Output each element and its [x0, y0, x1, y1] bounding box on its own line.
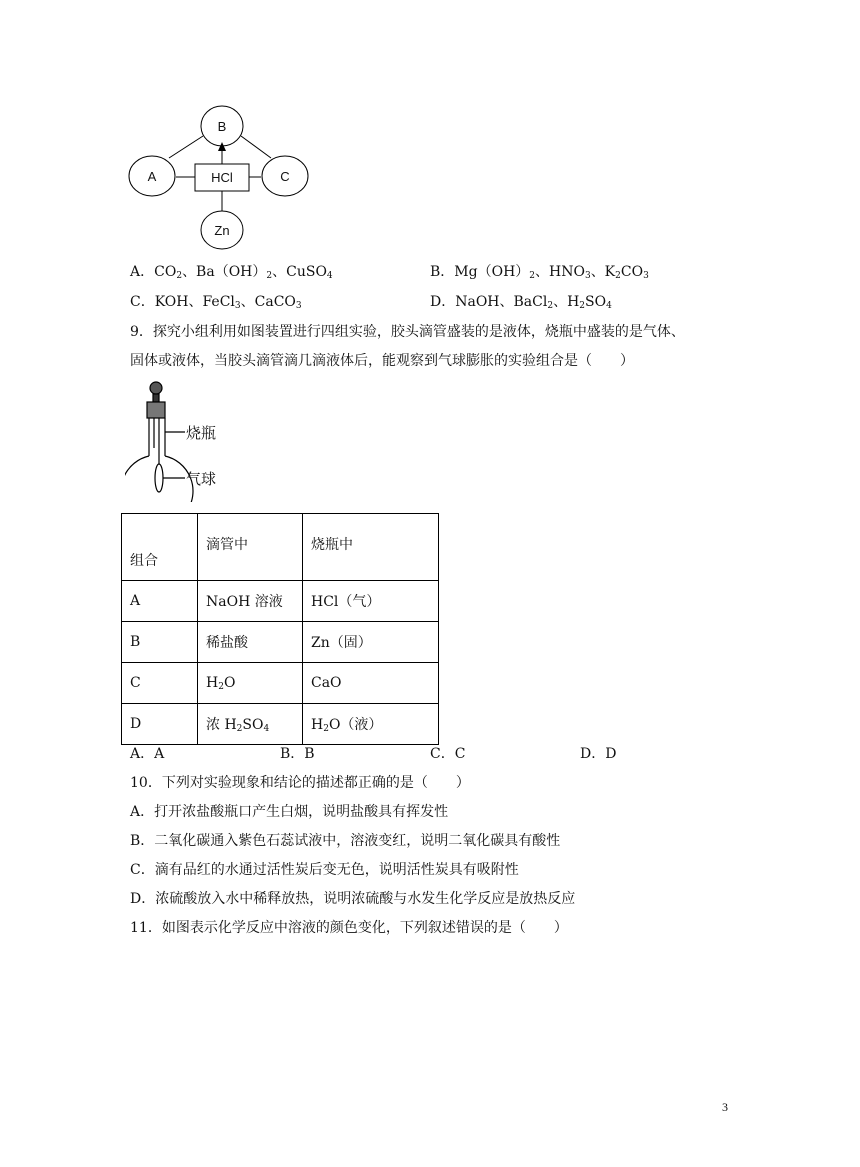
q8-option-a: A．$CO_2$、$Ba(OH)_2$、CuSO$_4$ [130, 264, 333, 281]
page-number: 3 [722, 1100, 728, 1114]
q11-stem: 11．如图表示化学反应中溶液的颜色变化，下列叙述错误的是（ ） [130, 920, 568, 936]
connector-a-b [169, 136, 203, 158]
dropper-bulb [150, 382, 162, 394]
cell-flask: Zn（固） [303, 622, 439, 663]
cell-dropper: 浓 $H_2SO_4$ [198, 704, 303, 745]
cell-flask: $H_2O$（液） [303, 704, 439, 745]
connector-b-c [241, 136, 271, 158]
node-b-label: B [217, 119, 227, 134]
hcl-label: HCl [211, 170, 233, 185]
flask-label: 烧瓶 [186, 424, 217, 442]
experiment-table [121, 513, 439, 745]
cell-flask: HCl（气） [303, 581, 439, 622]
q10-stem: 10．下列对实验现象和结论的描述都正确的是（ ） [130, 775, 470, 791]
q8-option-d: D．NaOH、BaCl$_2$、$H_2SO_4$ [430, 294, 612, 311]
cell-flask: CaO [303, 663, 439, 704]
q9-option-c: C．C [430, 746, 466, 762]
q9-option-b: B．B [280, 746, 315, 762]
reaction-diagram [125, 103, 310, 250]
q9-stem-line-1: 9．探究小组利用如图装置进行四组实验，胶头滴管盛装的是液体，烧瓶中盛装的是气体、 [130, 324, 685, 340]
q10-option-d: D．浓硫酸放入水中稀释放热，说明浓硫酸与水发生化学反应是放热反应 [130, 891, 576, 907]
apparatus-figure [125, 380, 235, 502]
table-row [122, 581, 439, 622]
header-flask: 烧瓶中 [303, 514, 439, 581]
node-c-label: C [280, 169, 290, 184]
arrowhead-to-b [218, 142, 226, 151]
q10-option-b: B．二氧化碳通入紫色石蕊试液中，溶液变红，说明二氧化碳具有酸性 [130, 833, 561, 849]
q8-option-c: C．KOH、FeCl$_3$、CaCO$_3$ [130, 294, 302, 311]
q10-option-c: C．滴有品红的水通过活性炭后变无色，说明活性炭具有吸附性 [130, 862, 519, 878]
node-zn-label: Zn [214, 223, 230, 238]
cell-dropper: NaOH 溶液 [198, 581, 303, 622]
cell-group: A [122, 581, 198, 622]
dropper-neck [153, 394, 159, 402]
balloon [155, 464, 163, 492]
cell-group: B [122, 622, 198, 663]
header-group: 组合 [122, 514, 198, 581]
cell-group: D [122, 704, 198, 745]
q10-option-a: A．打开浓盐酸瓶口产生白烟，说明盐酸具有挥发性 [130, 804, 449, 820]
table-header-row [122, 514, 439, 581]
cell-dropper: 稀盐酸 [198, 622, 303, 663]
q8-option-b: B．$Mg(OH)_2$、$HNO_3$、$K_2CO_3$ [430, 264, 649, 281]
stopper [147, 402, 165, 418]
q9-option-a: A．A [130, 746, 165, 762]
balloon-label: 气球 [186, 470, 217, 488]
cell-group: C [122, 663, 198, 704]
table-row [122, 663, 439, 704]
table-row [122, 704, 439, 745]
q9-stem-line-2: 固体或液体，当胶头滴管滴几滴液体后，能观察到气球膨胀的实验组合是（ ） [130, 353, 634, 369]
node-a-label: A [147, 169, 157, 184]
q9-option-d: D．D [580, 746, 617, 762]
table-row [122, 622, 439, 663]
header-dropper: 滴管中 [198, 514, 303, 581]
cell-dropper: $H_2O$ [198, 663, 303, 704]
